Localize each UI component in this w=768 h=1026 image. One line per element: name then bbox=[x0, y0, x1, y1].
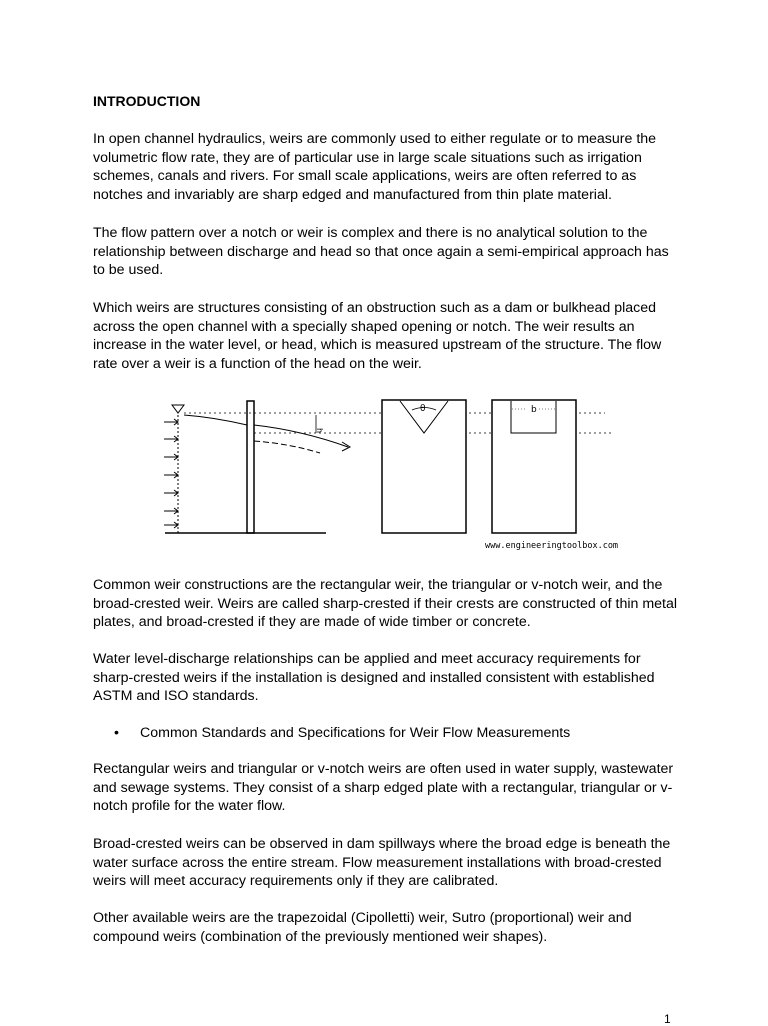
rectangular-weir-plate bbox=[492, 400, 576, 533]
paragraph-weir-structures: Which weirs are structures consisting of an obstruction such as a dam or bulkhead placed across the open channel with a specially shaped opening or notch. The weir results an increase in the water level, or head, which is measured upstream of the structure. The flow rate over a weir is a function of the head on the weir. bbox=[93, 300, 662, 372]
bullet-list-item bbox=[114, 724, 674, 743]
v-notch-plate bbox=[382, 400, 466, 533]
page-number: 1 bbox=[664, 1012, 671, 1026]
paragraph-other-weirs: Other available weirs are the trapezoidal (Cipolletti) weir, Sutro (proportional) weir and compound weirs (combination of the previously mentioned weir shapes). bbox=[93, 910, 632, 945]
water-level-marker bbox=[172, 405, 184, 413]
paragraph-flow-pattern: The flow pattern over a notch or weir is complex and there is no analytical solution to the relationship between discharge and head so that once again a semi-empirical approach has to be used. bbox=[93, 225, 669, 278]
weir-plate bbox=[247, 401, 254, 533]
figure-caption: www.engineeringtoolbox.com bbox=[485, 541, 619, 551]
bullet-dot: • bbox=[114, 725, 119, 741]
paragraph-rectangular-weirs: Rectangular weirs and triangular or v-notch weirs are often used in water supply, wastewater and sewage systems. They consist of a sharp edged plate with a rectangular, triangular or v-notch profile for the water flow. bbox=[93, 761, 674, 814]
paragraph-weir-types: Common weir constructions are the rectangular weir, the triangular or v-notch weir, and the broad-crested weir. Weirs are called sharp-crested if their crests are constructed of thin metal plates, and broad-crested if they are made of wide timber or concrete. bbox=[93, 577, 678, 630]
nappe-lower bbox=[254, 441, 320, 453]
flow-arrows bbox=[164, 419, 178, 528]
head-label: h bbox=[315, 428, 324, 434]
bullet-text: Common Standards and Specifications for Weir Flow Measurements bbox=[140, 725, 571, 741]
paragraph-intro: In open channel hydraulics, weirs are commonly used to either regulate or to measure the volumetric flow rate, they are of particular use in large scale situations such as irrigation schemes, canals and rivers. For small scale applications, weirs are often referred to as notches and invariably are sharp edged and manufactured from thin plate material. bbox=[93, 131, 657, 203]
nappe-upper bbox=[254, 425, 348, 447]
width-label: b bbox=[531, 405, 537, 415]
angle-label: θ bbox=[420, 404, 426, 414]
weir-diagram bbox=[150, 395, 620, 555]
paragraph-broad-crested: Broad-crested weirs can be observed in dam spillways where the broad edge is beneath the water surface across the entire stream. Flow measurement installations with broad-crested weirs will meet accuracy requirements only if they are calibrated. bbox=[93, 836, 671, 889]
weir-diagram-svg bbox=[150, 395, 620, 555]
water-surface-line bbox=[184, 415, 247, 425]
section-heading: INTRODUCTION bbox=[93, 93, 201, 109]
paragraph-standards: Water level-discharge relationships can be applied and meet accuracy requirements for sharp-crested weirs if the installation is designed and installed consistent with established ASTM and ISO standards. bbox=[93, 651, 655, 704]
